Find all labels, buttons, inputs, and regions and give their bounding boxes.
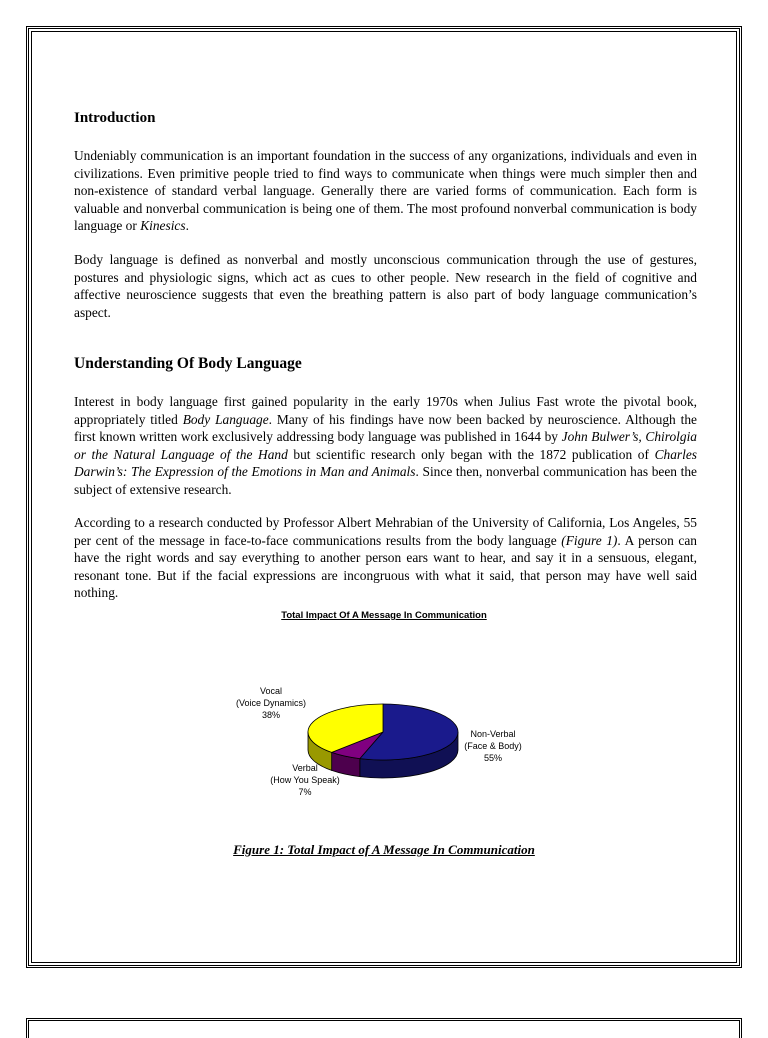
- paragraph-intro-2: Body language is defined as nonverbal and mostly unconscious communication through the use of gestures, postures and physiologic signs, which act as cues to other people. New research in the field of cognitive and affective neuroscience suggests that even the breathing pattern is also part of body language communication’s aspect.: [74, 252, 697, 320]
- chart-label-verbal: [257, 762, 353, 798]
- heading-understanding: Understanding Of Body Language: [74, 355, 302, 372]
- chart-label-vocal: [226, 685, 316, 721]
- paragraph-intro-1: Undeniably communication is an important foundation in the success of any organizations, individuals and even in civilizations. Even primitive people tried to find ways to communicate when things were much simpler then and non-existence of standard verbal language. Generally there are varied forms of communication. Each form is valuable and nonverbal communication is being one of them. The most profound nonverbal communication is body language or Kinesics.: [74, 148, 697, 233]
- label-vocal-name: Vocal: [259, 686, 283, 696]
- label-nonverbal-value: 55%: [483, 753, 502, 763]
- paragraph-understanding-2: According to a research conducted by Professor Albert Mehrabian of the University of California, Los Angeles, 55 per cent of the message in face-to-face communications results from the body language (Figure 1). A person can have the right words and say everything to another person ears want to hear, and say it in a sensuous, elegant, resonant tone. But if the facial expressions are incongruous with what it said, that person may have well said nothing.: [74, 515, 697, 600]
- next-page-border: [26, 1018, 742, 1038]
- pie-chart: [200, 640, 560, 810]
- label-verbal-name: Verbal: [292, 763, 318, 773]
- heading-introduction: Introduction: [74, 110, 156, 126]
- label-vocal-value: 38%: [261, 710, 280, 720]
- chart-label-nonverbal: [453, 728, 533, 764]
- paragraph-understanding-1: Interest in body language first gained popularity in the early 1970s when Julius Fast wrote the pivotal book, appropriately titled Body Language. Many of his findings have now been backed by neuroscience. Although the first known written work exclusively addressing body language was published in 1644 by John Bulwer’s, Chirolgia or the Natural Language of the Hand but scientific research only began with the 1872 publication of Charles Darwin’s: The Expression of the Emotions in Man and Animals. Since then, nonverbal communication has been the subject of extensive research.: [74, 394, 698, 497]
- label-verbal-desc: (How You Speak): [270, 775, 340, 785]
- chart-title: Total Impact Of A Message In Communication: [281, 610, 487, 621]
- label-verbal-value: 7%: [298, 787, 312, 797]
- label-nonverbal-name: Non-Verbal: [470, 729, 516, 739]
- label-vocal-desc: (Voice Dynamics): [235, 698, 307, 708]
- figure-caption: Figure 1: Total Impact of A Message In Communication: [233, 842, 535, 857]
- label-nonverbal-desc: (Face & Body): [464, 741, 522, 751]
